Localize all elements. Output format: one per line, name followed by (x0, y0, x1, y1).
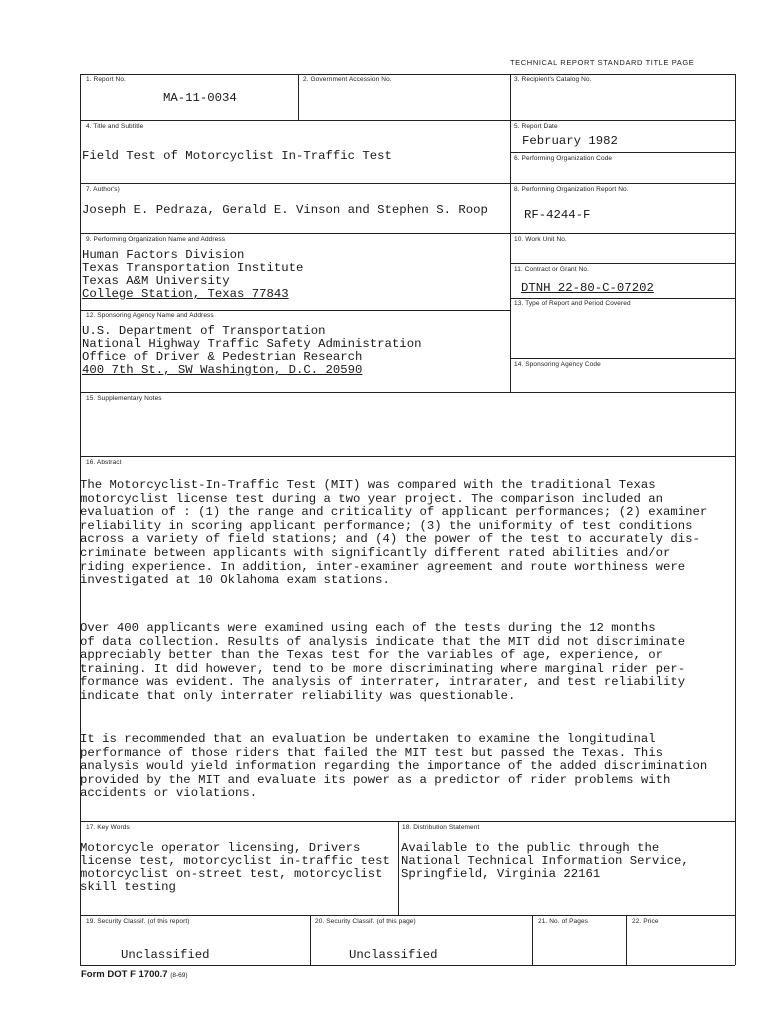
key-words-line: skill testing (80, 880, 176, 894)
line (626, 915, 627, 965)
abstract-line: riding experience. In addition, inter-examiner agreement and route worthiness were (80, 559, 686, 574)
key-words-line: license test, motorcyclist in-traffic test (80, 854, 390, 868)
line (80, 456, 735, 457)
distribution-value (401, 842, 689, 881)
key-words-line: Motorcycle operator licensing, Drivers (80, 841, 361, 855)
abstract-line: provided by the MIT and evaluate its power as a predictor of rider problems with (80, 772, 671, 787)
line (510, 263, 735, 264)
address-line: College Station, Texas 77843 (82, 287, 289, 301)
abstract-line: analysis would yield information regarding the importance of the added discrimination (80, 759, 708, 774)
distribution-line: National Technical Information Service, (401, 854, 689, 868)
abstract-paragraph-1 (80, 479, 707, 588)
line (80, 74, 735, 75)
address-line: 400 7th St., SW Washington, D.C. 20590 (82, 363, 363, 377)
form-code: (8-69) (170, 972, 188, 979)
line (310, 915, 311, 965)
work-unit-label: 10. Work Unit No. (514, 236, 567, 243)
title-value: Field Test of Motorcyclist In-Traffic Test (82, 149, 392, 163)
line (80, 821, 735, 822)
report-no-value: MA-11-0034 (163, 91, 237, 105)
key-words-line: motorcyclist on-street test, motorcyclist (80, 867, 383, 881)
line (80, 310, 510, 311)
sponsor-code-label: 14. Sponsoring Agency Code (514, 361, 601, 368)
title-subtitle-label: 4. Title and Subtitle (86, 123, 144, 130)
line (80, 965, 735, 966)
abstract-line: across a variety of field stations; and (4) the power of the test to accurately dis- (80, 532, 700, 547)
gov-accession-label: 2. Government Accession No. (303, 76, 392, 83)
abstract-line: accidents or violations. (80, 786, 258, 801)
abstract-line: formance was evident. The analysis of interrater, intrarater, and test reliability (80, 675, 686, 690)
abstract-line: training. It did however, tend to be more discriminating where marginal rider per- (80, 661, 686, 676)
address-line: Office of Driver & Pedestrian Research (82, 350, 363, 364)
line (532, 915, 533, 965)
abstract-paragraph-2 (80, 622, 685, 704)
security-page-label: 20. Security Classif. (of this page) (315, 918, 416, 925)
line (398, 821, 399, 915)
address-line: National Highway Traffic Safety Administration (82, 337, 422, 351)
line (510, 152, 735, 153)
supplementary-label: 15. Supplementary Notes (86, 395, 162, 402)
report-no-label: 1. Report No. (86, 76, 126, 83)
abstract-line: appreciably better than the Texas test for the variables of age, experience, or (80, 648, 663, 663)
authors-value: Joseph E. Pedraza, Gerald E. Vinson and Stephen S. Roop (82, 203, 488, 217)
recipient-catalog-label: 3. Recipient's Catalog No. (514, 76, 592, 83)
address-line: Human Factors Division (82, 248, 245, 262)
abstract-line: performance of those riders that failed the MIT test but passed the Texas. This (80, 745, 663, 760)
abstract-paragraph-3 (80, 733, 707, 801)
report-date-label: 5. Report Date (514, 123, 558, 130)
perf-org-label: 9. Performing Organization Name and Address (86, 236, 226, 243)
authors-label: 7. Author's) (86, 186, 120, 193)
address-line: Texas Transportation Institute (82, 261, 304, 275)
perf-org-report-value: RF-4244-F (524, 208, 591, 222)
contract-label: 11. Contract or Grant No. (514, 266, 589, 273)
abstract-line: reliability in scoring applicant performance; (3) the uniformity of test conditions (80, 518, 693, 533)
line (80, 392, 735, 393)
line (80, 233, 735, 234)
abstract-line: investigated at 10 Oklahoma exam stations. (80, 573, 390, 588)
abstract-line: It is recommended that an evaluation be undertaken to examine the longitudinal (80, 732, 656, 746)
distribution-line: Springfield, Virginia 22161 (401, 867, 601, 881)
perf-org-address (82, 249, 303, 301)
security-report-value: Unclassified (121, 948, 210, 962)
key-words-value (80, 842, 390, 894)
price-label: 22. Price (632, 918, 659, 925)
sponsor-label: 12. Sponsoring Agency Name and Address (86, 312, 214, 319)
sponsor-address (82, 325, 421, 377)
line (510, 298, 735, 299)
distribution-label: 18. Distribution Statement (402, 824, 480, 831)
abstract-line: of data collection. Results of analysis indicate that the MIT did not discriminate (80, 634, 686, 649)
form-number (81, 969, 188, 980)
abstract-line: Over 400 applicants were examined using each of the tests during the 12 months (80, 621, 656, 635)
distribution-line: Available to the public through the (401, 841, 660, 855)
abstract-line: indicate that only interrater reliability was questionable. (80, 688, 516, 703)
line (80, 915, 735, 916)
abstract-line: motorcyclist license test during a two year project. The comparison included an (80, 491, 663, 506)
abstract-line: evaluation of : (1) the range and criticality of applicant performances; (2) examiner (80, 505, 708, 520)
abstract-line: The Motorcyclist-In-Traffic Test (MIT) was compared with the traditional Texas (80, 478, 656, 492)
abstract-label: 16. Abstract (86, 459, 122, 466)
form-header-title: TECHNICAL REPORT STANDARD TITLE PAGE (510, 58, 695, 67)
contract-value: DTNH 22-80-C-07202 (521, 281, 654, 295)
line (510, 74, 511, 392)
line (298, 74, 299, 120)
line (510, 358, 735, 359)
num-pages-label: 21. No. of Pages (538, 918, 589, 925)
line (735, 74, 736, 965)
line (80, 183, 735, 184)
abstract-line: criminate between applicants with significantly different rated abilities and/or (80, 545, 671, 560)
security-report-label: 19. Security Classif. (of this report) (86, 918, 190, 925)
report-date-value: February 1982 (522, 134, 618, 148)
report-type-label: 13. Type of Report and Period Covered (514, 300, 631, 307)
address-line: Texas A&M University (82, 274, 230, 288)
form-name: Form DOT F 1700.7 (81, 969, 168, 980)
perf-org-report-label: 8. Performing Organization Report No. (514, 186, 629, 193)
line (80, 120, 735, 121)
key-words-label: 17. Key Words (86, 824, 130, 831)
address-line: U.S. Department of Transportation (82, 324, 326, 338)
perf-org-code-label: 6. Performing Organization Code (514, 155, 613, 162)
security-page-value: Unclassified (349, 948, 438, 962)
